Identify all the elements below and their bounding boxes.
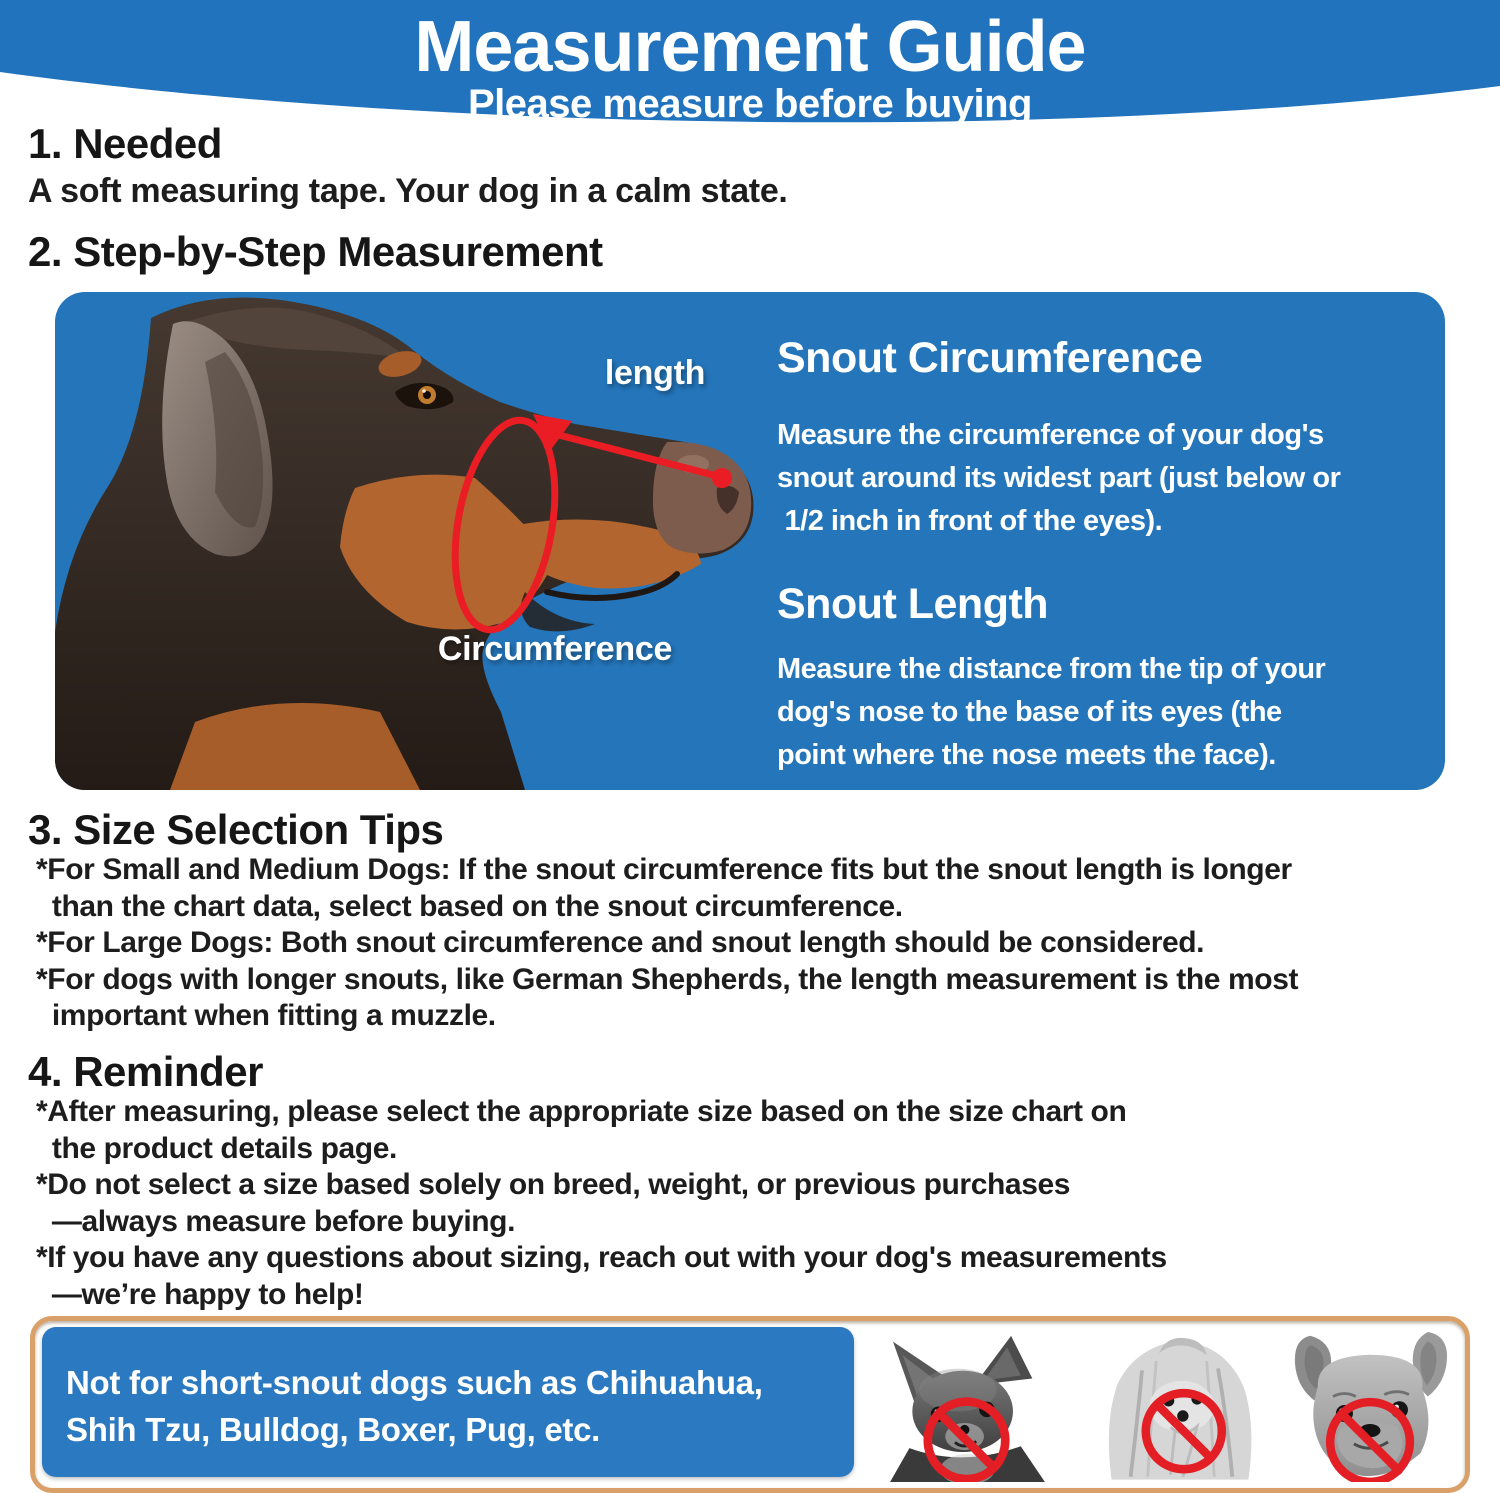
tips-line: *For Small and Medium Dogs: If the snout circumference fits but the snout length is longer [36,853,1292,886]
section-heading-needed: 1. Needed [28,120,222,167]
reminder-line: *Do not select a size based solely on breed, weight, or previous purchases [36,1168,1071,1201]
reminder-line: *If you have any questions about sizing, reach out with your dog's measurements [36,1241,1167,1274]
reminder-line: —always measure before buying. [36,1204,516,1238]
tips-line: *For dogs with longer snouts, like German Shepherds, the length measurement is the most [36,962,1299,996]
page-subtitle: Please measure before buying [467,82,1032,126]
chihuahua-photo [865,1332,1070,1482]
circumference-label: Circumference [437,630,673,668]
reminder-list [36,1094,1167,1313]
snout-length-heading: Snout Length [777,580,1049,628]
snout-circumference-heading: Snout Circumference [777,334,1203,382]
section-heading-reminder: 4. Reminder [28,1048,263,1095]
page-title: Measurement Guide [414,7,1086,87]
reminder-line: —we’re happy to help! [36,1277,364,1311]
french-bulldog-photo [1278,1328,1463,1482]
snout-length-text: Measure the distance from the tip of your dog's nose to the base of its eyes (the point where the nose meets the face). [777,653,1326,771]
reminder-line: the product details page. [36,1131,397,1165]
tips-line: than the chart data, select based on the snout circumference. [36,889,903,923]
section-heading-step-by-step: 2. Step-by-Step Measurement [28,228,603,275]
warning-text-panel [42,1327,854,1477]
reminder-line: *After measuring, please select the appropriate size based on the size chart on [36,1095,1127,1128]
tips-line: important when fitting a muzzle. [36,999,496,1032]
snout-circumference-text: Measure the circumference of your dog's snout around its widest part (just below or 1/2 inch in front of the eyes). [777,419,1341,537]
section-heading-tips: 3. Size Selection Tips [28,806,444,853]
needed-body-text: A soft measuring tape. Your dog in a calm state. [28,172,788,210]
length-label: length [604,354,706,392]
shih-tzu-photo [1085,1330,1275,1482]
warning-text: Not for short-snout dogs such as Chihuahua, Shih Tzu, Bulldog, Boxer, Pug, etc. [66,1364,763,1448]
measurement-diagram-panel [55,292,1445,790]
tips-line: *For Large Dogs: Both snout circumference and snout length should be considered. [36,926,1205,959]
tips-list [36,852,1298,1035]
